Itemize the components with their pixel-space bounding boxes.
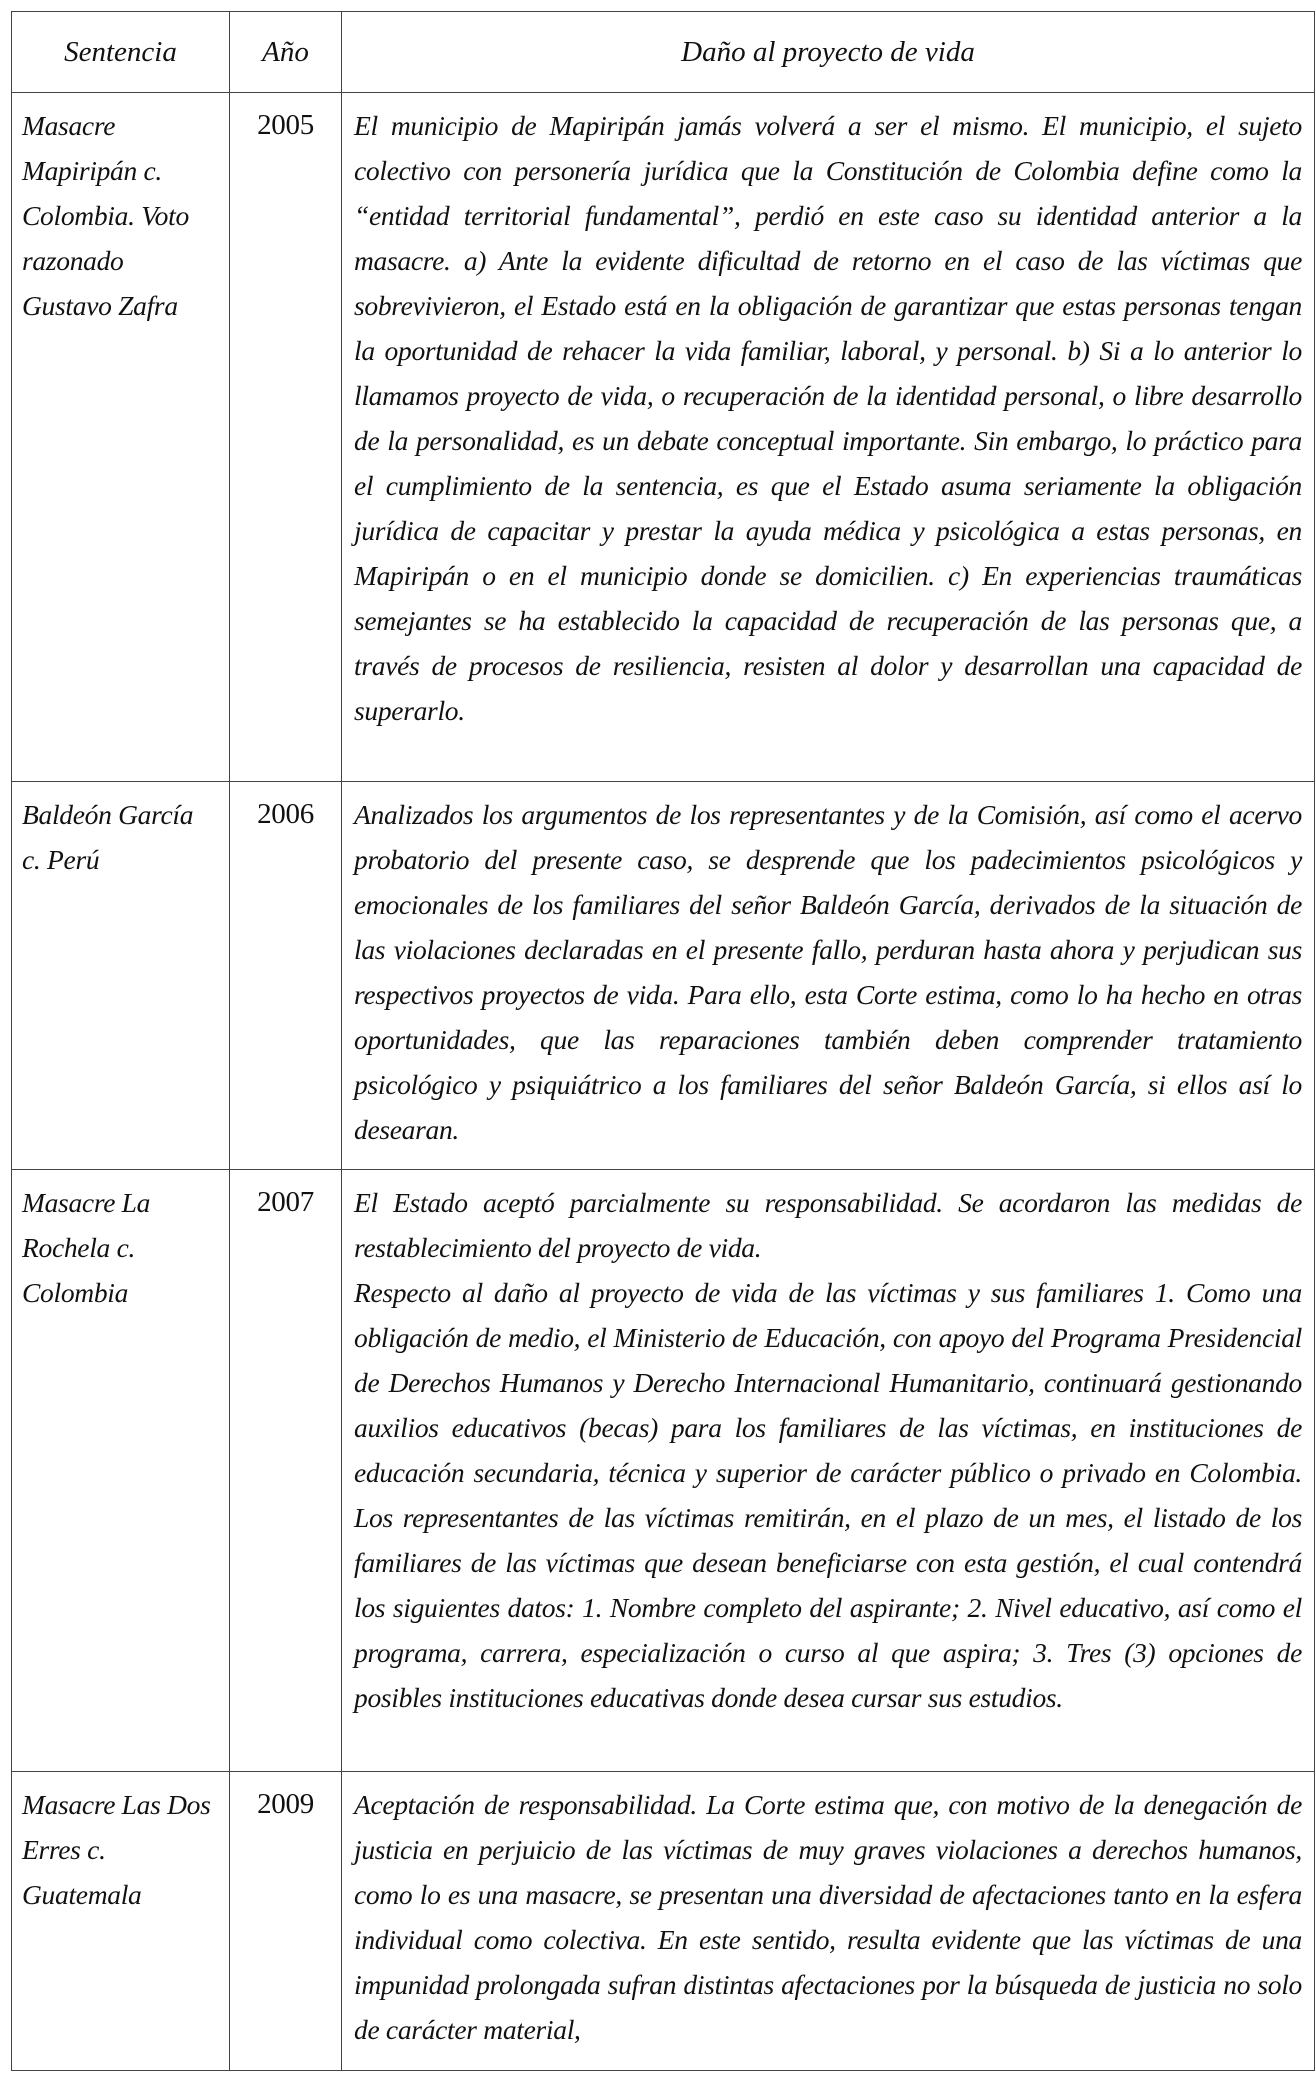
paragraph: Aceptación de responsabilidad. La Corte estima que, con motivo de la denegación de justicia en perjuicio de las víctimas de muy graves violaciones a derechos humanos, como lo es una masacre, se presentan una diversidad de afectaciones tanto en la esfera individual como colectiva. En este sentido, resulta evidente que las víctimas de una impunidad prolongada sufran distintas afectaciones por la búsqueda de justicia no solo de carácter material, — [354, 1789, 1302, 2045]
sentencia-cell: Baldeón García c. Perú — [12, 782, 230, 1170]
jurisprudence-table — [11, 11, 1315, 2071]
table-header-row — [12, 12, 1315, 93]
description-cell — [342, 93, 1315, 782]
header-anio: Año — [230, 12, 342, 93]
sentencia-cell: Masacre Mapiripán c. Colombia. Voto razonado Gustavo Zafra — [12, 93, 230, 782]
header-sentencia: Sentencia — [12, 12, 230, 93]
table-row — [12, 782, 1315, 1170]
header-dano: Daño al proyecto de vida — [342, 12, 1315, 93]
sentencia-cell: Masacre La Rochela c. Colombia — [12, 1170, 230, 1772]
year-cell: 2006 — [230, 782, 342, 1170]
paragraph: El municipio de Mapiripán jamás volverá a ser el mismo. El municipio, el sujeto colectivo con personería jurídica que la Constitución de Colombia define como la “entidad territorial fundamental”, perdió en este caso su identidad anterior a la masacre. a) Ante la evidente dificultad de retorno en el caso de las víctimas que sobrevivieron, el Estado está en la obligación de garantizar que estas personas tengan la oportunidad de rehacer la vida familiar, laboral, y personal. b) Si a lo anterior lo llamamos proyecto de vida, o recuperación de la identidad personal, o libre desarrollo de la personalidad, es un debate conceptual importante. Sin embargo, lo práctico para el cumplimiento de la sentencia, es que el Estado asuma seriamente la obligación jurídica de capacitar y prestar la ayuda médica y psicológica a estas personas, en Mapiripán o en el municipio donde se domicilien. c) En experiencias traumáticas semejantes se ha establecido la capacidad de recuperación de las personas que, a través de procesos de resiliencia, resisten al dolor y desarrollan una capacidad de superarlo. — [354, 110, 1302, 726]
description-cell — [342, 782, 1315, 1170]
year-cell: 2005 — [230, 93, 342, 782]
paragraph: Analizados los argumentos de los representantes y de la Comisión, así como el acervo probatorio del presente caso, se desprende que los padecimientos psicológicos y emocionales de los familiares del señor Baldeón García, derivados de la situación de las violaciones declaradas en el presente fallo, perduran hasta ahora y perjudican sus respectivos proyectos de vida. Para ello, esta Corte estima, como lo ha hecho en otras oportunidades, que las reparaciones también deben comprender tratamiento psicológico y psiquiátrico a los familiares del señor Baldeón García, si ellos así lo desearan. — [354, 799, 1302, 1145]
table-row — [12, 93, 1315, 782]
year-cell: 2009 — [230, 1772, 342, 2071]
paragraph: Respecto al daño al proyecto de vida de las víctimas y sus familiares 1. Como una obligación de medio, el Ministerio de Educación, con apoyo del Programa Presidencial de Derechos Humanos y Derecho Internacional Humanitario, continuará gestionando auxilios educativos (becas) para los familiares de las víctimas, en instituciones de educación secundaria, técnica y superior de carácter público o privado en Colombia. Los representantes de las víctimas remitirán, en el plazo de un mes, el listado de los familiares de las víctimas que desean beneficiarse con esta gestión, el cual contendrá los siguientes datos: 1. Nombre completo del aspirante; 2. Nivel educativo, así como el programa, carrera, especialización o curso al que aspira; 3. Tres (3) opciones de posibles instituciones educativas donde desea cursar sus estudios. — [354, 1277, 1302, 1713]
description-cell — [342, 1170, 1315, 1772]
description-cell — [342, 1772, 1315, 2071]
paragraph: El Estado aceptó parcialmente su responsabilidad. Se acordaron las medidas de restablecimiento del proyecto de vida. — [354, 1187, 1302, 1263]
year-cell: 2007 — [230, 1170, 342, 1772]
table-row — [12, 1772, 1315, 2071]
sentencia-cell: Masacre Las Dos Erres c. Guatemala — [12, 1772, 230, 2071]
table-row — [12, 1170, 1315, 1772]
